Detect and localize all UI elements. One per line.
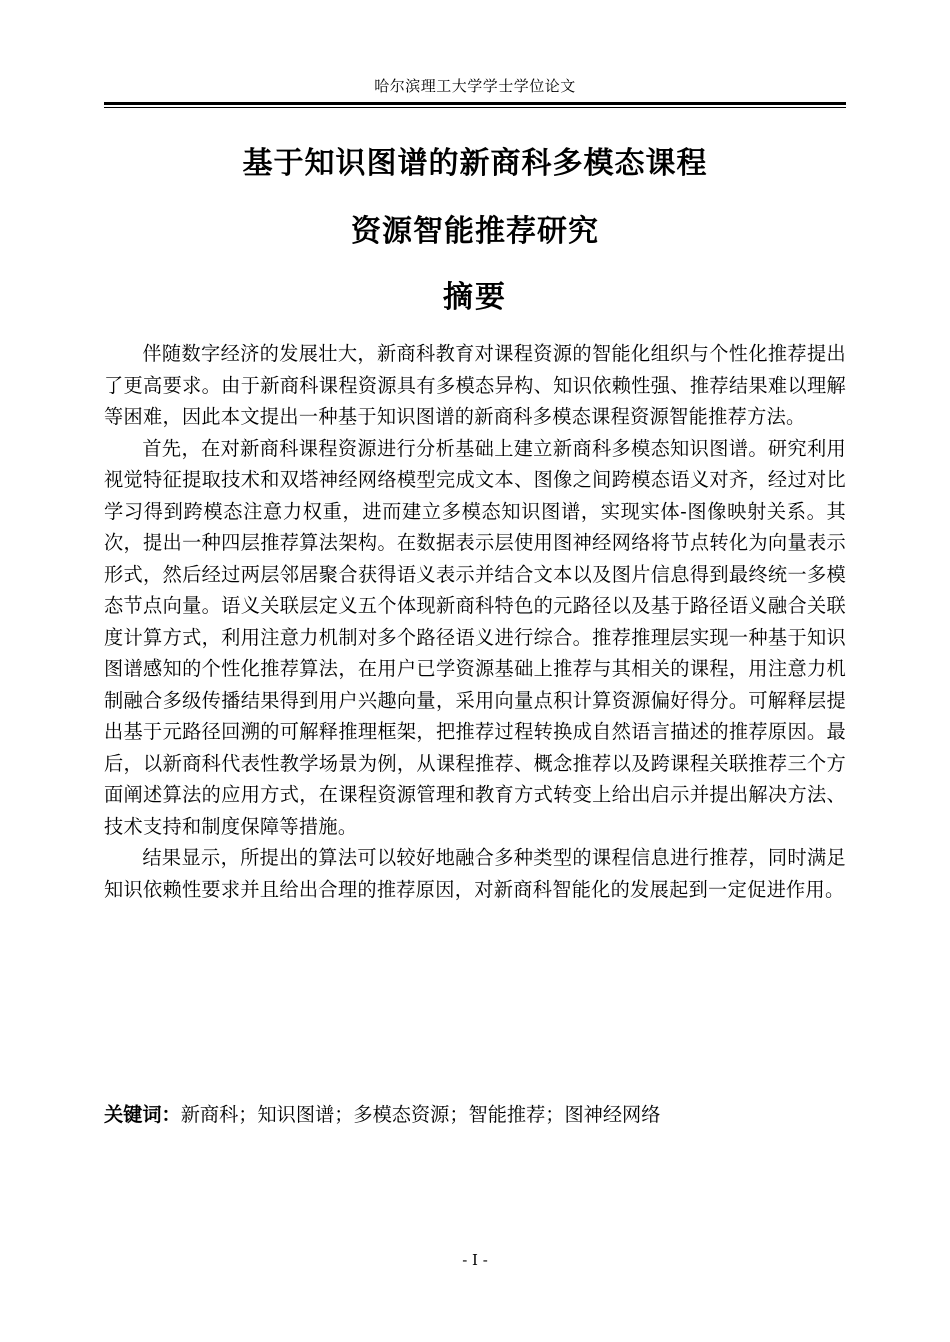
keywords-value: 新商科；知识图谱；多模态资源；智能推荐；图神经网络 bbox=[180, 1103, 661, 1126]
abstract-paragraph-2: 首先，在对新商科课程资源进行分析基础上建立新商科多模态知识图谱。研究利用视觉特征提取技术和双塔神经网络模型完成文本、图像之间跨模态语义对齐，经过对比学习得到跨模态注意力权重，进而建立多模态知识图谱，实现实体-图像映射关系。其次，提出一种四层推荐算法架构。在数据表示层使用图神经网络将节点转化为向量表示形式，然后经过两层邻居聚合获得语义表示并结合文本以及图片信息得到最终统一多模态节点向量。语义关联层定义五个体现新商科特色的元路径以及基于路径语义融合关联度计算方式，利用注意力机制对多个路径语义进行综合。推荐推理层实现一种基于知识图谱感知的个性化推荐算法，在用户已学资源基础上推荐与其相关的课程，用注意力机制融合多级传播结果得到用户兴趣向量，采用向量点积计算资源偏好得分。可解释层提出基于元路径回溯的可解释推理框架，把推荐过程转换成自然语言描述的推荐原因。最后，以新商科代表性教学场景为例，从课程推荐、概念推荐以及跨课程关联推荐三个方面阐述算法的应用方式，在课程资源管理和教育方式转变上给出启示并提出解决方法、技术支持和制度保障等措施。 bbox=[104, 436, 846, 838]
abstract-paragraph-3: 结果显示，所提出的算法可以较好地融合多种类型的课程信息进行推荐，同时满足知识依赖性要求并且给出合理的推荐原因，对新商科智能化的发展起到一定促进作用。 bbox=[104, 846, 846, 901]
keywords-line bbox=[104, 1099, 846, 1131]
abstract-body bbox=[104, 338, 846, 905]
header-rule-thick bbox=[104, 102, 846, 105]
keywords-label: 关键词： bbox=[104, 1103, 181, 1126]
running-header: 哈尔滨理工大学学士学位论文 bbox=[374, 77, 576, 95]
abstract-heading: 摘要 bbox=[443, 280, 507, 315]
page-number: - I - bbox=[462, 1251, 488, 1269]
thesis-title-line-1: 基于知识图谱的新商科多模态课程 bbox=[242, 146, 708, 181]
thesis-title-line-2: 资源智能推荐研究 bbox=[351, 214, 599, 249]
abstract-paragraph-1: 伴随数字经济的发展壮大，新商科教育对课程资源的智能化组织与个性化推荐提出了更高要求。由于新商科课程资源具有多模态异构、知识依赖性强、推荐结果难以理解等困难，因此本文提出一种基于知识图谱的新商科多模态课程资源智能推荐方法。 bbox=[104, 342, 846, 428]
header-rule-thin bbox=[104, 107, 846, 108]
